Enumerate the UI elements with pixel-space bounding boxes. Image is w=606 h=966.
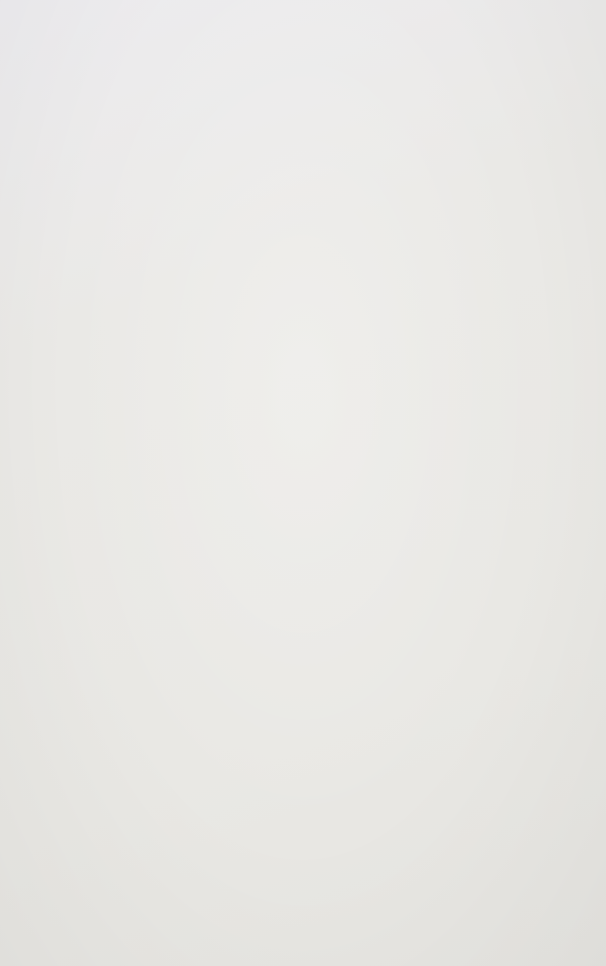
- figure-caption: [80, 86, 199, 102]
- aaa-bonds-chart: [60, 130, 572, 296]
- roc-chart: [60, 303, 572, 469]
- figure-caption-line1: [80, 86, 199, 102]
